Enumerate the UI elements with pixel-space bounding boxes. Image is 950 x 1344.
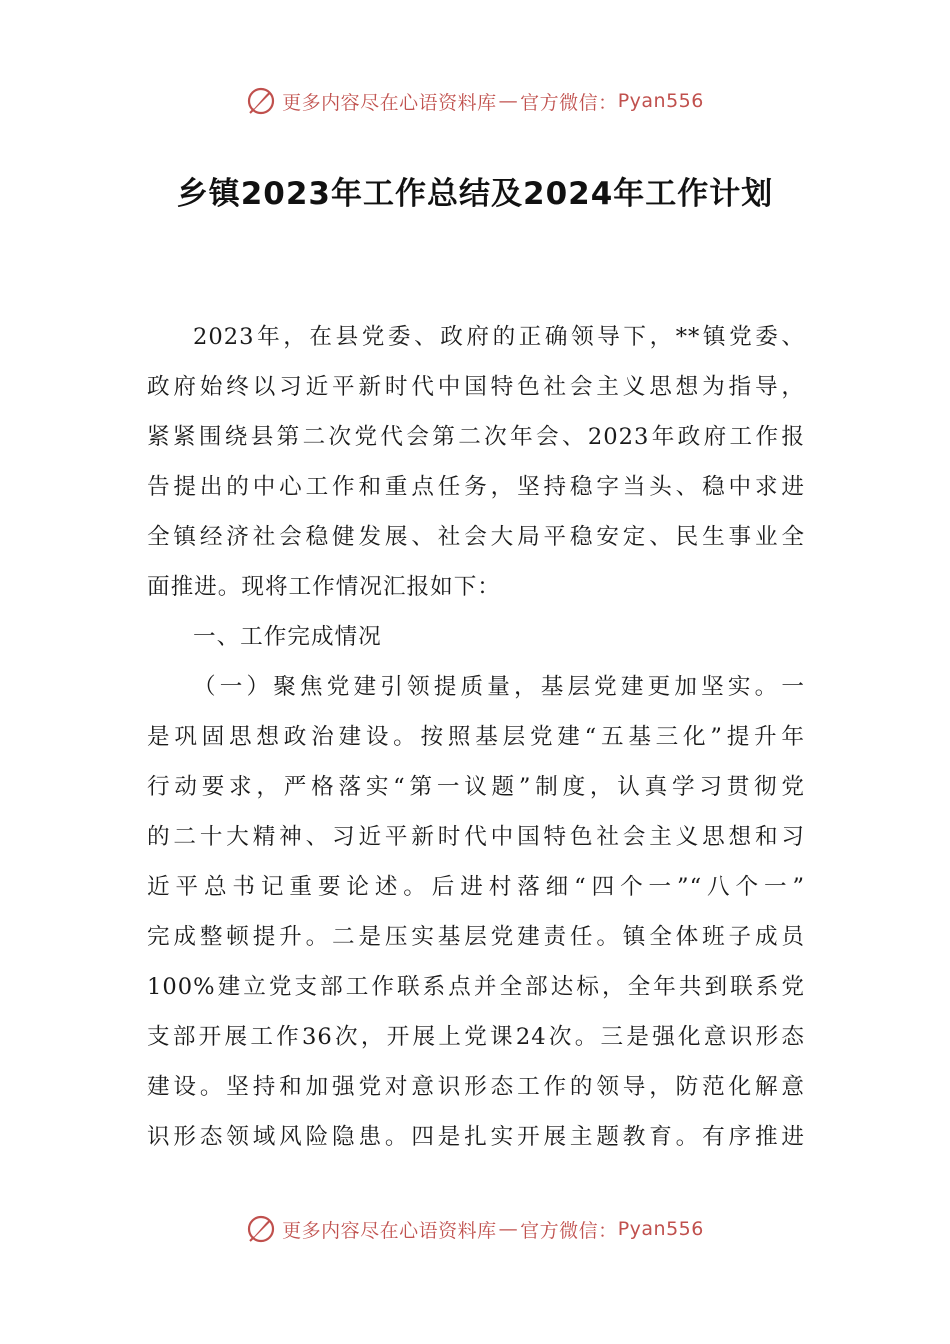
paragraph-line: 政府始终以习近平新时代中国特色社会主义思想为指导， (147, 374, 805, 400)
watermark-separator: — (498, 1218, 519, 1240)
watermark-handle: Pyan556 (617, 1218, 704, 1240)
paragraph-line: 100%建立党支部工作联系点并全部达标，全年共到联系党 (147, 974, 805, 1000)
watermark-suffix: 官方微信： (520, 1219, 618, 1242)
paragraph-line: 行动要求，严格落实“第一议题”制度，认真学习贯彻党 (147, 774, 805, 800)
section-heading: 一、工作完成情况 (193, 624, 382, 650)
paragraph-line: 紧紧围绕县第二次党代会第二次年会、2023年政府工作报 (147, 424, 805, 450)
quill-pen-circle-icon (246, 86, 276, 116)
paragraph-line: 完成整顿提升。二是压实基层党建责任。镇全体班子成员 (147, 924, 805, 950)
watermark-footer (0, 1214, 950, 1244)
paragraph-line: （一）聚焦党建引领提质量，基层党建更加坚实。一 (193, 674, 805, 700)
watermark-separator: — (498, 90, 519, 112)
quill-pen-circle-icon (246, 1214, 276, 1244)
paragraph-line: 2023年，在县党委、政府的正确领导下，**镇党委、 (193, 324, 805, 350)
paragraph-line: 支部开展工作36次，开展上党课24次。三是强化意识形态 (147, 1024, 805, 1050)
watermark-suffix: 官方微信： (520, 91, 618, 114)
paragraph-line: 建设。坚持和加强党对意识形态工作的领导，防范化解意 (147, 1074, 805, 1100)
document-body (147, 312, 805, 1162)
paragraph-line: 近平总书记重要论述。后进村落细“四个一”“八个一” (147, 874, 805, 900)
paragraph-line: 告提出的中心工作和重点任务，坚持稳字当头、稳中求进 (147, 474, 805, 500)
document-title: 乡镇2023年工作总结及2024年工作计划 (176, 176, 774, 212)
watermark-text: 更多内容尽在心语资料库 (282, 1219, 497, 1242)
paragraph-line: 是巩固思想政治建设。按照基层党建“五基三化”提升年 (147, 724, 805, 750)
watermark-handle: Pyan556 (617, 90, 704, 112)
paragraph-line: 面推进。现将工作情况汇报如下： (147, 574, 501, 600)
watermark-header (0, 86, 950, 116)
paragraph-line: 识形态领域风险隐患。四是扎实开展主题教育。有序推进 (147, 1124, 805, 1150)
paragraph-line: 全镇经济社会稳健发展、社会大局平稳安定、民生事业全 (147, 524, 805, 550)
paragraph-line: 的二十大精神、习近平新时代中国特色社会主义思想和习 (147, 824, 805, 850)
watermark-text: 更多内容尽在心语资料库 (282, 91, 497, 114)
